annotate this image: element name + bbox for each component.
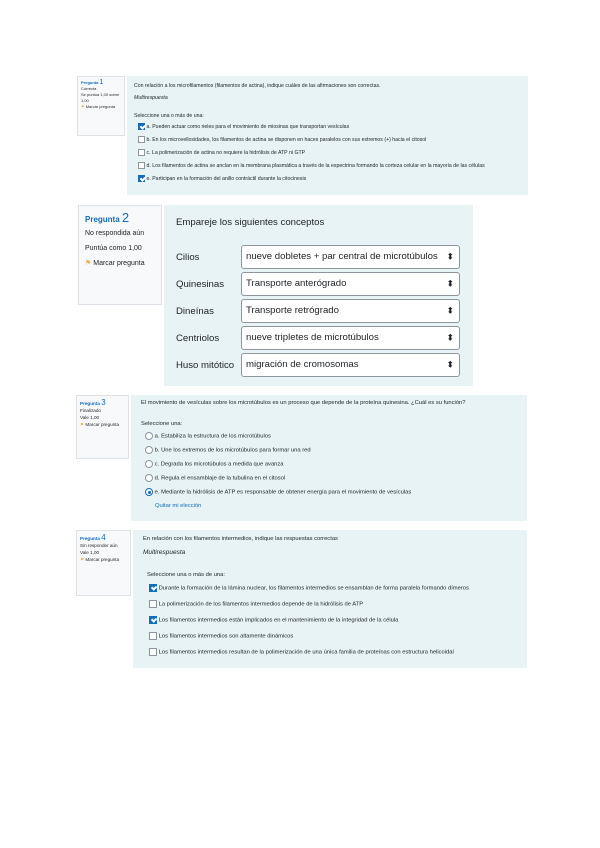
question-type: Multirespuesta: [143, 549, 186, 556]
answer-option[interactable]: d. Regula el ensamblaje de la tubulina en el citosol: [145, 474, 285, 482]
question-text: El movimiento de vesículas sobre los microtúbulos es un proceso que depende de la proteína quinesina. ¿Cuál es su función?: [141, 400, 466, 406]
question-4: [76, 530, 527, 668]
question-grade: Vale 1,00: [80, 415, 100, 420]
answer-option[interactable]: b. Une los extremos de los microtúbulos para formar una red: [145, 446, 311, 454]
question-state: Finalizado: [80, 408, 101, 413]
question-state: No respondida aún: [85, 230, 145, 237]
radio-button[interactable]: [145, 432, 153, 440]
checkbox[interactable]: [149, 584, 157, 592]
checkbox[interactable]: [138, 175, 145, 182]
answer-option[interactable]: Los filamentos intermedios están implicados en el mantenimiento de la integridad de la célula: [149, 616, 398, 624]
select-arrow-icon: ⬍: [446, 251, 454, 262]
answer-option[interactable]: Durante la formación de la lámina nuclear, los filamentos intermedios se ensamblan de forma paralela formando dímeros: [149, 584, 469, 592]
select-arrow-icon: ⬍: [446, 278, 454, 289]
question-grade: Se puntúa 1,00 sobre 1,00: [81, 92, 120, 103]
answer-option[interactable]: b. En los microvellosidades, los filamentos de actina se disponen en haces paralelos con sus extremos (+) hacia el citosol: [138, 136, 426, 143]
question-grade: Vale 1,00: [80, 550, 100, 555]
question-text: En relación con los filamentos intermedios, indique las respuestas correctas: [143, 536, 338, 542]
question-info: [77, 76, 125, 136]
question-text: Con relación a los microfilamentos (filamentos de actina), indique cuáles de las afirmaciones son correctas.: [134, 83, 381, 89]
question-number: Pregunta 4: [80, 533, 106, 542]
match-select[interactable]: Transporte retrógrado ⬍: [241, 299, 460, 323]
radio-button[interactable]: [145, 446, 153, 454]
answer-prompt: Seleccione una:: [141, 421, 183, 427]
question-content: [127, 76, 528, 195]
match-term: Quinesinas: [176, 279, 224, 290]
match-select[interactable]: migración de cromosomas ⬍: [241, 353, 460, 377]
answer-option[interactable]: a. Estabiliza la estructura de los microtúbulos: [145, 432, 271, 440]
flag-question-button[interactable]: ⚑ Marcar pregunta: [81, 104, 116, 109]
match-term: Cilios: [176, 252, 200, 263]
question-3: [76, 395, 527, 521]
question-number: Pregunta 1: [81, 79, 104, 86]
radio-button[interactable]: [145, 474, 153, 482]
match-select[interactable]: nueve tripletes de microtúbulos ⬍: [241, 326, 460, 350]
question-2: [78, 205, 473, 386]
radio-button[interactable]: [145, 488, 153, 496]
select-arrow-icon: ⬍: [446, 359, 454, 370]
answer-option[interactable]: c. La polimerización de actina no requiere la hidrólisis de ATP ni GTP: [138, 149, 305, 156]
answer-option[interactable]: d. Los filamentos de actina se anclan en la membrana plasmática a través de la espectrina formando la corteza celular en la mayoría de las células: [138, 162, 485, 169]
answer-option[interactable]: a. Pueden actuar como rieles para el movimiento de miosinas que transportan vesículas: [138, 123, 349, 130]
checkbox[interactable]: [138, 162, 145, 169]
question-1: [77, 76, 528, 195]
answer-option[interactable]: Los filamentos intermedios resultan de la polimerización de una única familia de proteínas con estructura helicoidal: [149, 648, 454, 656]
flag-question-button[interactable]: ⚑ Marcar pregunta: [80, 557, 120, 562]
question-content: [164, 205, 473, 386]
answer-option[interactable]: e. Participan en la formación del anillo contráctil durante la citocinesis: [138, 175, 306, 182]
match-term: Centriolos: [176, 333, 220, 344]
checkbox[interactable]: [138, 123, 145, 130]
answer-option[interactable]: Los filamentos intermedios son altamente dinámicos: [149, 632, 293, 640]
flag-icon: ⚑: [81, 104, 85, 109]
match-term: Huso mitótico: [176, 360, 235, 371]
match-select[interactable]: nueve dobletes + par central de microtúbulos ⬍: [241, 245, 460, 269]
match-term: Dineínas: [176, 306, 214, 317]
flag-icon: ⚑: [80, 422, 85, 427]
flag-icon: ⚑: [80, 557, 85, 562]
checkbox[interactable]: [149, 648, 157, 656]
question-grade: Puntúa como 1,00: [85, 245, 142, 252]
answer-option[interactable]: c. Degrada los microtúbulos a medida que avanza: [145, 460, 284, 468]
question-info: [76, 530, 131, 596]
question-state: Correcta: [81, 86, 97, 91]
question-text: Empareje los siguientes conceptos: [176, 217, 325, 228]
match-select[interactable]: Transporte anterógrado ⬍: [241, 272, 460, 296]
clear-choice-link[interactable]: Quitar mi elección: [155, 503, 202, 509]
answer-prompt: Seleccione una o más de una:: [147, 572, 225, 578]
question-number: Pregunta 2: [85, 210, 130, 225]
answer-prompt: Seleccione una o más de una:: [134, 113, 204, 119]
checkbox[interactable]: [138, 136, 145, 143]
question-number: Pregunta 3: [80, 398, 106, 407]
question-info: [78, 205, 162, 305]
question-info: [76, 395, 129, 459]
radio-button[interactable]: [145, 460, 153, 468]
flag-question-button[interactable]: ⚑ Marcar pregunta: [80, 422, 120, 427]
answer-option[interactable]: La polimerización de los filamentos intermedios depende de la hidrólisis de ATP: [149, 600, 363, 608]
checkbox[interactable]: [138, 149, 145, 156]
checkbox[interactable]: [149, 600, 157, 608]
checkbox[interactable]: [149, 632, 157, 640]
question-content: [133, 530, 527, 668]
question-content: [131, 395, 527, 521]
question-state: Sin responder aún: [80, 543, 118, 548]
flag-question-button[interactable]: ⚑ Marcar pregunta: [85, 260, 145, 267]
answer-option[interactable]: e. Mediante la hidrólisis de ATP es responsable de obtener energía para el movimiento de vesículas: [145, 488, 411, 496]
select-arrow-icon: ⬍: [446, 332, 454, 343]
checkbox[interactable]: [149, 616, 157, 624]
select-arrow-icon: ⬍: [446, 305, 454, 316]
flag-icon: ⚑: [85, 260, 92, 267]
question-type: Multirespuesta: [134, 95, 168, 101]
